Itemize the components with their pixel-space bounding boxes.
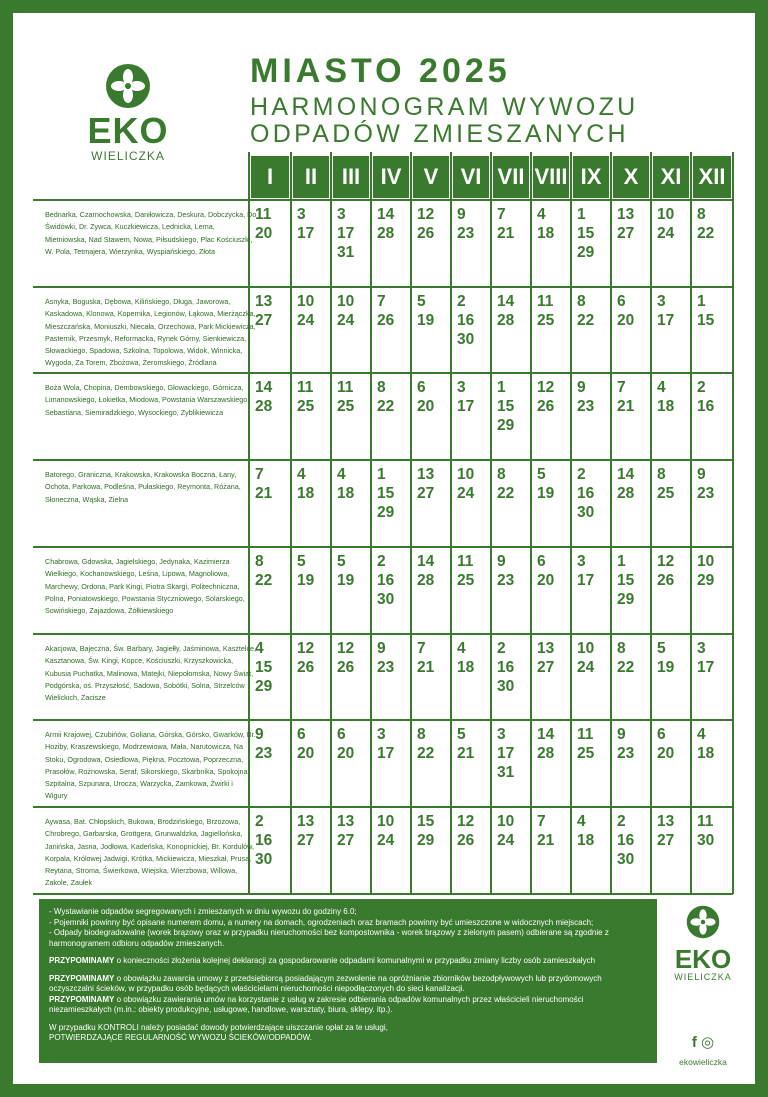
pickup-dates: 2 16 30	[377, 553, 395, 608]
pickup-dates: 3 17	[577, 553, 595, 589]
month-header: VII	[493, 156, 529, 198]
pickup-dates: 11 25	[337, 379, 355, 415]
pickup-dates: 4 18	[337, 466, 355, 502]
pickup-dates: 2 16 30	[497, 640, 515, 695]
pickup-dates: 9 23	[577, 379, 595, 415]
street-list: Batorego, Graniczna, Krakowska, Krakowska Boczna, Łany, Ochota, Parkowa, Podleśna, Pułaskiego, Reymonta, Różana, Słoneczna, Wąska, Zielna	[45, 470, 241, 504]
month-header: I	[251, 156, 289, 198]
eko-logo	[73, 63, 183, 163]
column-divider	[410, 152, 412, 894]
row-divider	[33, 806, 733, 808]
pickup-dates: 7 21	[617, 379, 635, 415]
pickup-dates: 11 20	[255, 206, 273, 242]
social-handle[interactable]: ekowieliczka	[679, 1057, 727, 1067]
column-divider	[450, 152, 452, 894]
pickup-dates: 10 24	[657, 206, 675, 242]
pickup-dates: 2 16 30	[617, 813, 635, 868]
pickup-dates: 4 18	[657, 379, 675, 415]
pickup-dates: 6 20	[417, 379, 435, 415]
street-list: Armii Krajowej, Czubińów, Goliana, Górska, Górsko, Gwarków, Br. Hoziby, Kraszewskiego, Modrzewiowa, Mała, Narutowicza, Na Stoku, Ogrodowa, Osiedlowa, Piękna, Pocztowa, Poprzeczna, Prasołów, Rożnowska, Seraf, Sikorskiego, Skarbnika, Spokojna, Szpitalna, Szpunara, Urocza, Warzycka, Zamkowa, Żwirki i Wigury	[45, 730, 256, 801]
pickup-dates: 10 24	[337, 293, 355, 329]
row-divider	[33, 719, 733, 721]
pickup-dates: 1 15 29	[577, 206, 595, 261]
info-note: - Odpady biodegradowalne (worek brązowy oraz w przypadku nieruchomości bez kompostownika - worek brązowy z zielonym pasem) odbierane są zgodnie z harmonogramem odbioru odpadów zmieszanych.	[49, 928, 609, 948]
pickup-dates: 3 17	[697, 640, 715, 676]
column-divider	[690, 152, 692, 894]
brand-name: EKO	[87, 110, 169, 151]
column-divider	[330, 152, 332, 894]
pickup-dates: 11 25	[457, 553, 475, 589]
row-divider	[33, 286, 733, 288]
row-divider	[33, 199, 733, 201]
pickup-dates: 5 19	[657, 640, 675, 676]
pickup-dates: 12 26	[337, 640, 355, 676]
pickup-dates: 8 22	[497, 466, 515, 502]
pickup-dates: 6 20	[537, 553, 555, 589]
pickup-dates: 14 28	[497, 293, 515, 329]
pickup-dates: 7 21	[497, 206, 515, 242]
pickup-dates: 13 27	[617, 206, 635, 242]
month-header: V	[413, 156, 449, 198]
pickup-dates: 11 25	[537, 293, 555, 329]
schedule-table	[33, 152, 755, 894]
pickup-dates: 7 21	[417, 640, 435, 676]
pickup-dates: 7 26	[377, 293, 395, 329]
pickup-dates: 13 27	[537, 640, 555, 676]
pickup-dates: 13 27	[657, 813, 675, 849]
pickup-dates: 1 15 29	[377, 466, 395, 521]
row-divider	[33, 633, 733, 635]
pickup-dates: 10 24	[497, 813, 515, 849]
pickup-dates: 12 26	[417, 206, 435, 242]
pickup-dates: 3 17	[377, 726, 395, 762]
column-divider	[530, 152, 532, 894]
pickup-dates: 8 22	[577, 293, 595, 329]
pickup-dates: 5 19	[297, 553, 315, 589]
street-list: Asnyka, Boguska, Dębowa, Kilińskiego, Długa, Jaworowa, Kaskadowa, Klonowa, Kopernika, Legionów, Łąkowa, Mierżączka, Mieszczańska, Moniuszki, Niecała, Orzechowa, Park Mickiewicza, Pasternik, Przesmyk, Reformacka, Rynek Górny, Sienkiewicza, Słowackiego, Spadowa, Szkolna, Topolowa, Widok, Winnicka, Wygoda, Za Torem, Zbożowa, Żeromskiego, Źródlana	[45, 297, 256, 368]
pickup-dates: 12 26	[657, 553, 675, 589]
pickup-dates: 9 23	[457, 206, 475, 242]
pickup-dates: 8 22	[697, 206, 715, 242]
page	[13, 13, 755, 1084]
pickup-dates: 9 23	[255, 726, 273, 762]
pickup-dates: 4 18	[697, 726, 715, 762]
pickup-dates: 10 24	[377, 813, 395, 849]
month-header: IV	[373, 156, 409, 198]
info-reminder: PRZYPOMINAMY o obowiązku zawarcia umowy z przedsiębiorcą posiadającym zezwolenie na opróżnianie zbiorników bezodpływowych lub przydomowych oczyszczalni ścieków, w przypadku osób będących właścicielami nieruchomości niepodłączonych do sieci kanalizacji.	[49, 973, 602, 993]
info-control: POTWIERDZAJĄCE REGULARNOŚĆ WYWOZU ŚCIEKÓW/ODPADÓW.	[49, 1033, 312, 1042]
pickup-dates: 10 29	[697, 553, 715, 589]
info-control: W przypadku KONTROLI należy posiadać dowody potwierdzające uiszczanie opłat za te usługi,	[49, 1022, 388, 1032]
info-box	[39, 899, 657, 1063]
column-divider	[610, 152, 612, 894]
pickup-dates: 10 24	[297, 293, 315, 329]
pickup-dates: 12 26	[297, 640, 315, 676]
month-header: VI	[453, 156, 489, 198]
pickup-dates: 5 19	[537, 466, 555, 502]
pickup-dates: 14 28	[537, 726, 555, 762]
pickup-dates: 2 16	[697, 379, 715, 415]
month-header: VIII	[533, 156, 569, 198]
social-icons	[668, 1035, 738, 1051]
pickup-dates: 13 27	[255, 293, 273, 329]
pickup-dates: 9 23	[617, 726, 635, 762]
row-divider	[33, 546, 733, 548]
pickup-dates: 4 18	[297, 466, 315, 502]
month-header: XI	[653, 156, 689, 198]
pickup-dates: 5 19	[337, 553, 355, 589]
pickup-dates: 13 27	[297, 813, 315, 849]
info-reminder: PRZYPOMINAMY o obowiązku zawierania umów na korzystanie z usług w zakresie odbierania odpadów komunalnych przez właścicieli nieruchomości niezamieszkałych (m.in.: obiekty produkcyjne, usługowe, handlowe, warsztaty, biura, sklepy. itp.).	[49, 994, 584, 1014]
street-list: Aywasa, Bat. Chłopskich, Bukowa, Brodzińskiego, Brzozowa, Chrobrego, Garbarska, Grottgera, Grunwaldzka, Jagiellońska, Janińska, Jasna, Jodłowa, Kadeńska, Konopnickiej, Br. Kordulów, Korpala, Królowej Jadwigi, Krótka, Mickiewicza, Mieszkał, Prusa, Reytana, Stroma, Świerkowa, Wiejska, Wierzbowa, Willowa, Zakole, Zaułek	[45, 817, 254, 888]
info-note: - Wystawianie odpadów segregowanych i zmieszanych w dniu wywozu do godziny 6.0;	[49, 907, 357, 916]
pickup-dates: 9 23	[697, 466, 715, 502]
column-divider	[570, 152, 572, 894]
month-header: III	[333, 156, 369, 198]
pickup-dates: 10 24	[577, 640, 595, 676]
pickup-dates: 12 26	[457, 813, 475, 849]
column-divider	[650, 152, 652, 894]
leaf-flower-icon	[686, 905, 720, 939]
facebook-icon[interactable]: f	[691, 1034, 697, 1051]
month-header: XII	[693, 156, 731, 198]
column-divider	[370, 152, 372, 894]
pickup-dates: 8 22	[617, 640, 635, 676]
pickup-dates: 1 15 29	[617, 553, 635, 608]
pickup-dates: 6 20	[297, 726, 315, 762]
month-header: IX	[573, 156, 609, 198]
column-divider	[732, 152, 734, 894]
pickup-dates: 9 23	[497, 553, 515, 589]
brand-subtitle: WIELICZKA	[91, 149, 165, 163]
pickup-dates: 13 27	[337, 813, 355, 849]
pickup-dates: 5 21	[457, 726, 475, 762]
pickup-dates: 14 28	[377, 206, 395, 242]
pickup-dates: 7 21	[255, 466, 273, 502]
pickup-dates: 3 17	[457, 379, 475, 415]
pickup-dates: 6 20	[657, 726, 675, 762]
brand-subtitle: WIELICZKA	[674, 972, 732, 982]
pickup-dates: 2 16 30	[577, 466, 595, 521]
pickup-dates: 15 29	[417, 813, 435, 849]
page-title: MIASTO 2025	[250, 52, 511, 90]
eko-logo-small	[668, 905, 738, 983]
column-divider	[290, 152, 292, 894]
street-list: Akacjowa, Bajeczna, Św. Barbary, Jagiełły, Jaśminowa, Kasztelce, Kasztanowa, Św. Kingi, Kopce, Kościuszki, Krzyszkowicka, Kubusia Puchatka, Malinowa, Matejki, Niepołomska, Nowy Świat, Podgórska, oś. Przyszłość, Sadowa, Sobótki, Solna, Strzelców Wielickich, Zacisze	[45, 644, 257, 703]
month-header: II	[293, 156, 329, 198]
row-divider	[33, 893, 733, 895]
pickup-dates: 3 17 31	[337, 206, 355, 261]
instagram-icon[interactable]: ◎	[701, 1034, 715, 1051]
brand-name: EKO	[674, 944, 732, 974]
pickup-dates: 2 16 30	[457, 293, 475, 348]
street-list: Chabrowa, Gdowska, Jagielskiego, Jedynaka, Kazimierza Wielkiego, Kochanowskiego, Leśna, Lipowa, Magnoliowa, Marchewy, Ordona, Park Kingi, Piotra Skargi, Politechniczna, Polna, Poniatowskiego, Powstania Styczniowego, Solarskiego, Sowińskiego, Zajazdowa, Żółkiewskiego	[45, 557, 245, 616]
leaf-flower-icon	[105, 63, 151, 109]
info-reminder: PRZYPOMINAMY o konieczności złożenia kolejnej deklaracji za gospodarowanie odpadami komunalnymi w przypadku zmiany liczby osób zamieszkałych	[49, 956, 596, 965]
pickup-dates: 8 22	[377, 379, 395, 415]
street-list: Bednarka, Czarnochowska, Daniłowicza, Deskura, Dobczycka, Do Świdówki, Dr. Zywca, Kuczkiewicza, Lednicka, Lema, Mietniowska, Nad Stawem, Nowa, Piłsudskiego, Plac Kościuszki, W. Pola, Tetmajera, Wierzynka, Wyspiańskiego, Złota	[45, 210, 257, 256]
pickup-dates: 4 18	[457, 640, 475, 676]
pickup-dates: 8 22	[255, 553, 273, 589]
pickup-dates: 12 26	[537, 379, 555, 415]
pickup-dates: 3 17	[297, 206, 315, 242]
pickup-dates: 11 25	[577, 726, 595, 762]
pickup-dates: 1 15 29	[497, 379, 515, 434]
pickup-dates: 14 28	[617, 466, 635, 502]
pickup-dates: 6 20	[617, 293, 635, 329]
pickup-dates: 4 18	[577, 813, 595, 849]
page-subtitle-line2: ODPADÓW ZMIESZANYCH	[250, 120, 629, 148]
row-divider	[33, 372, 733, 374]
pickup-dates: 3 17	[657, 293, 675, 329]
pickup-dates: 14 28	[255, 379, 273, 415]
pickup-dates: 11 30	[697, 813, 715, 849]
column-divider	[490, 152, 492, 894]
pickup-dates: 2 16 30	[255, 813, 273, 868]
pickup-dates: 4 15 29	[255, 640, 273, 695]
pickup-dates: 8 25	[657, 466, 675, 502]
pickup-dates: 1 15	[697, 293, 715, 329]
info-note: - Pojemniki powinny być opisane numerem domu, a numery na domach, ogrodzeniach oraz bramach powinny być umieszczone w widocznych miejscach;	[49, 917, 594, 927]
pickup-dates: 14 28	[417, 553, 435, 589]
pickup-dates: 7 21	[537, 813, 555, 849]
pickup-dates: 9 23	[377, 640, 395, 676]
pickup-dates: 3 17 31	[497, 726, 515, 781]
month-header: X	[613, 156, 649, 198]
street-list: Boża Wola, Chopina, Dembowskiego, Głowackiego, Górnicza, Limanowskiego, Łokietka, Miodowa, Powstania Warszawskiego, Sebastiana, Siemiradzkiego, Wysockiego, Zyblikiewicza	[45, 383, 250, 417]
pickup-dates: 5 19	[417, 293, 435, 329]
pickup-dates: 10 24	[457, 466, 475, 502]
pickup-dates: 6 20	[337, 726, 355, 762]
pickup-dates: 11 25	[297, 379, 315, 415]
page-subtitle-line1: HARMONOGRAM WYWOZU	[250, 93, 639, 121]
pickup-dates: 4 18	[537, 206, 555, 242]
pickup-dates: 13 27	[417, 466, 435, 502]
row-divider	[33, 459, 733, 461]
pickup-dates: 8 22	[417, 726, 435, 762]
